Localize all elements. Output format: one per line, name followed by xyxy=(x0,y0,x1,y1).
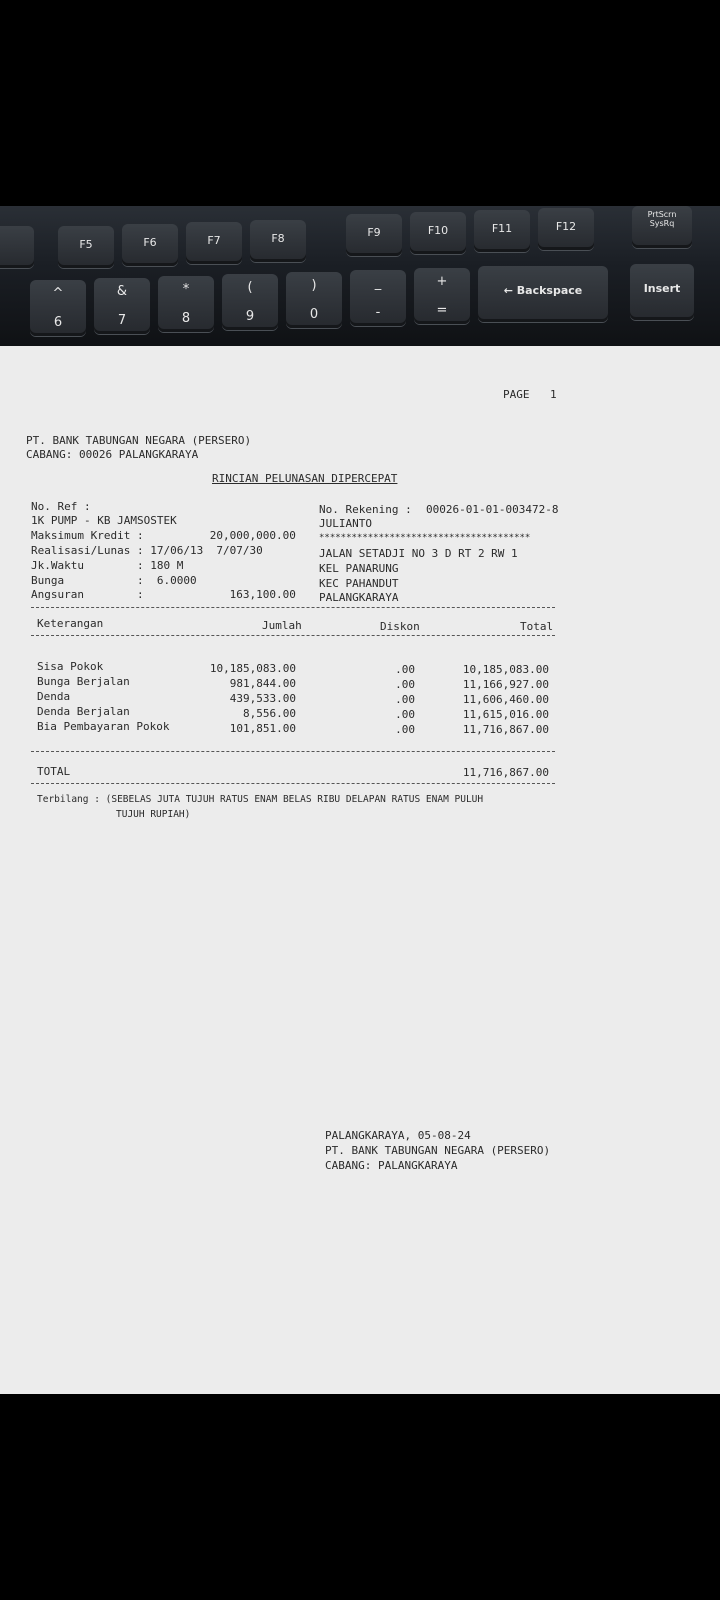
row-jumlah: 8,556.00 xyxy=(243,707,296,720)
key-9-label: 9 xyxy=(245,309,255,324)
sign-bank-name: PT. BANK TABUNGAN NEGARA (PERSERO) xyxy=(325,1144,551,1157)
row-jumlah: 981,844.00 xyxy=(229,677,296,690)
key-8-shift: * xyxy=(182,282,190,297)
key-7 xyxy=(94,278,150,334)
key-6-label: 6 xyxy=(53,315,63,330)
document-title: RINCIAN PELUNASAN DIPERCEPAT xyxy=(212,472,398,485)
key-f7 xyxy=(186,222,242,264)
page-label: PAGE xyxy=(503,388,530,401)
key-f8-label: F8 xyxy=(271,232,285,245)
key-minus xyxy=(350,270,406,326)
ref-label: No. Ref : xyxy=(31,500,91,513)
address-line-3: KEC PAHANDUT xyxy=(319,577,399,590)
maksimum-kredit: Maksimum Kredit : 20,000,000.00 xyxy=(31,529,296,542)
key-f5-label: F5 xyxy=(79,238,93,251)
key-f12-label: F12 xyxy=(555,220,577,233)
key-9-shift: ( xyxy=(247,280,253,295)
key-prtscrn xyxy=(632,206,692,248)
header-total: Total xyxy=(520,620,554,633)
header-keterangan: Keterangan xyxy=(37,617,104,630)
key-f11 xyxy=(474,210,530,252)
sign-branch: CABANG: PALANGKARAYA xyxy=(325,1159,458,1172)
page-number: 1 xyxy=(550,388,557,401)
row-diskon: .00 xyxy=(395,678,415,691)
realisasi-lunas: Realisasi/Lunas : 17/06/13 7/07/30 xyxy=(31,544,263,557)
key-6 xyxy=(30,280,86,336)
key-8-label: 8 xyxy=(181,311,191,326)
angsuran: Angsuran : 163,100.00 xyxy=(31,588,296,601)
key-f9-label: F9 xyxy=(367,226,381,239)
branch-name: CABANG: 00026 PALANGKARAYA xyxy=(26,448,199,461)
key-f7-label: F7 xyxy=(207,234,221,247)
header-jumlah: Jumlah xyxy=(262,619,302,632)
key-blank-left xyxy=(0,226,34,268)
key-equals xyxy=(414,268,470,324)
key-backspace xyxy=(478,266,608,322)
key-backspace-label: ← Backspace xyxy=(503,284,583,297)
key-9 xyxy=(222,274,278,330)
row-keterangan: Denda Berjalan xyxy=(37,705,130,718)
key-8 xyxy=(158,276,214,332)
row-total: 11,606,460.00 xyxy=(462,693,549,706)
key-f11-label: F11 xyxy=(491,222,513,235)
row-total: 11,166,927.00 xyxy=(462,678,549,691)
key-f10 xyxy=(410,212,466,254)
key-prtscrn-label: PrtScrn SysRq xyxy=(647,210,677,228)
terbilang-line-2: TUJUH RUPIAH) xyxy=(116,809,191,820)
key-0-shift: ) xyxy=(311,278,317,293)
key-f12 xyxy=(538,208,594,250)
rekening-label: No. Rekening : xyxy=(319,503,412,516)
key-minus-label: - xyxy=(375,305,381,320)
keyboard-photo xyxy=(0,206,720,348)
key-minus-shift: _ xyxy=(374,276,382,291)
product-name: 1K PUMP - KB JAMSOSTEK xyxy=(31,514,177,527)
row-jumlah: 10,185,083.00 xyxy=(209,662,296,675)
key-equals-shift: + xyxy=(436,274,448,289)
customer-name: JULIANTO xyxy=(319,517,372,530)
row-keterangan: Denda xyxy=(37,690,71,703)
asterisk-line: *************************************** xyxy=(319,533,531,543)
row-diskon: .00 xyxy=(395,693,415,706)
row-keterangan: Sisa Pokok xyxy=(37,660,104,673)
total-label: TOTAL xyxy=(37,765,71,778)
rekening-number: 00026-01-01-003472-8 xyxy=(426,503,559,516)
row-diskon: .00 xyxy=(395,663,415,676)
total-value: 11,716,867.00 xyxy=(462,766,549,779)
key-7-shift: & xyxy=(116,284,128,299)
key-equals-label: = xyxy=(436,303,448,318)
key-f5 xyxy=(58,226,114,268)
key-f6 xyxy=(122,224,178,266)
row-keterangan: Bunga Berjalan xyxy=(37,675,130,688)
document-paper xyxy=(0,346,720,1394)
key-0-label: 0 xyxy=(309,307,319,322)
key-insert xyxy=(630,264,694,320)
row-diskon: .00 xyxy=(395,723,415,736)
address-line-1: JALAN SETADJI NO 3 D RT 2 RW 1 xyxy=(319,547,518,560)
row-total: 11,716,867.00 xyxy=(462,723,549,736)
row-diskon: .00 xyxy=(395,708,415,721)
row-keterangan: Bia Pembayaran Pokok xyxy=(37,720,170,733)
bunga: Bunga : 6.0000 xyxy=(31,574,197,587)
key-7-label: 7 xyxy=(117,313,127,328)
divider-top xyxy=(31,607,555,608)
divider-before-total xyxy=(31,751,555,752)
key-f9 xyxy=(346,214,402,256)
jangka-waktu: Jk.Waktu : 180 M xyxy=(31,559,184,572)
key-insert-label: Insert xyxy=(643,282,681,295)
header-diskon: Diskon xyxy=(380,620,420,633)
row-total: 10,185,083.00 xyxy=(462,663,549,676)
key-f10-label: F10 xyxy=(427,224,449,237)
terbilang-line-1: Terbilang : (SEBELAS JUTA TUJUH RATUS ENAM BELAS RIBU DELAPAN RATUS ENAM PULUH xyxy=(37,794,484,805)
row-total: 11,615,016.00 xyxy=(462,708,549,721)
row-jumlah: 101,851.00 xyxy=(229,722,296,735)
address-line-2: KEL PANARUNG xyxy=(319,562,399,575)
key-f6-label: F6 xyxy=(143,236,157,249)
key-f8 xyxy=(250,220,306,262)
bank-name: PT. BANK TABUNGAN NEGARA (PERSERO) xyxy=(26,434,252,447)
sign-place-date: PALANGKARAYA, 05-08-24 xyxy=(325,1129,471,1142)
divider-header xyxy=(31,635,555,636)
row-jumlah: 439,533.00 xyxy=(229,692,296,705)
divider-after-total xyxy=(31,783,555,784)
key-0 xyxy=(286,272,342,328)
key-6-shift: ^ xyxy=(52,286,64,301)
address-line-4: PALANGKARAYA xyxy=(319,591,399,604)
